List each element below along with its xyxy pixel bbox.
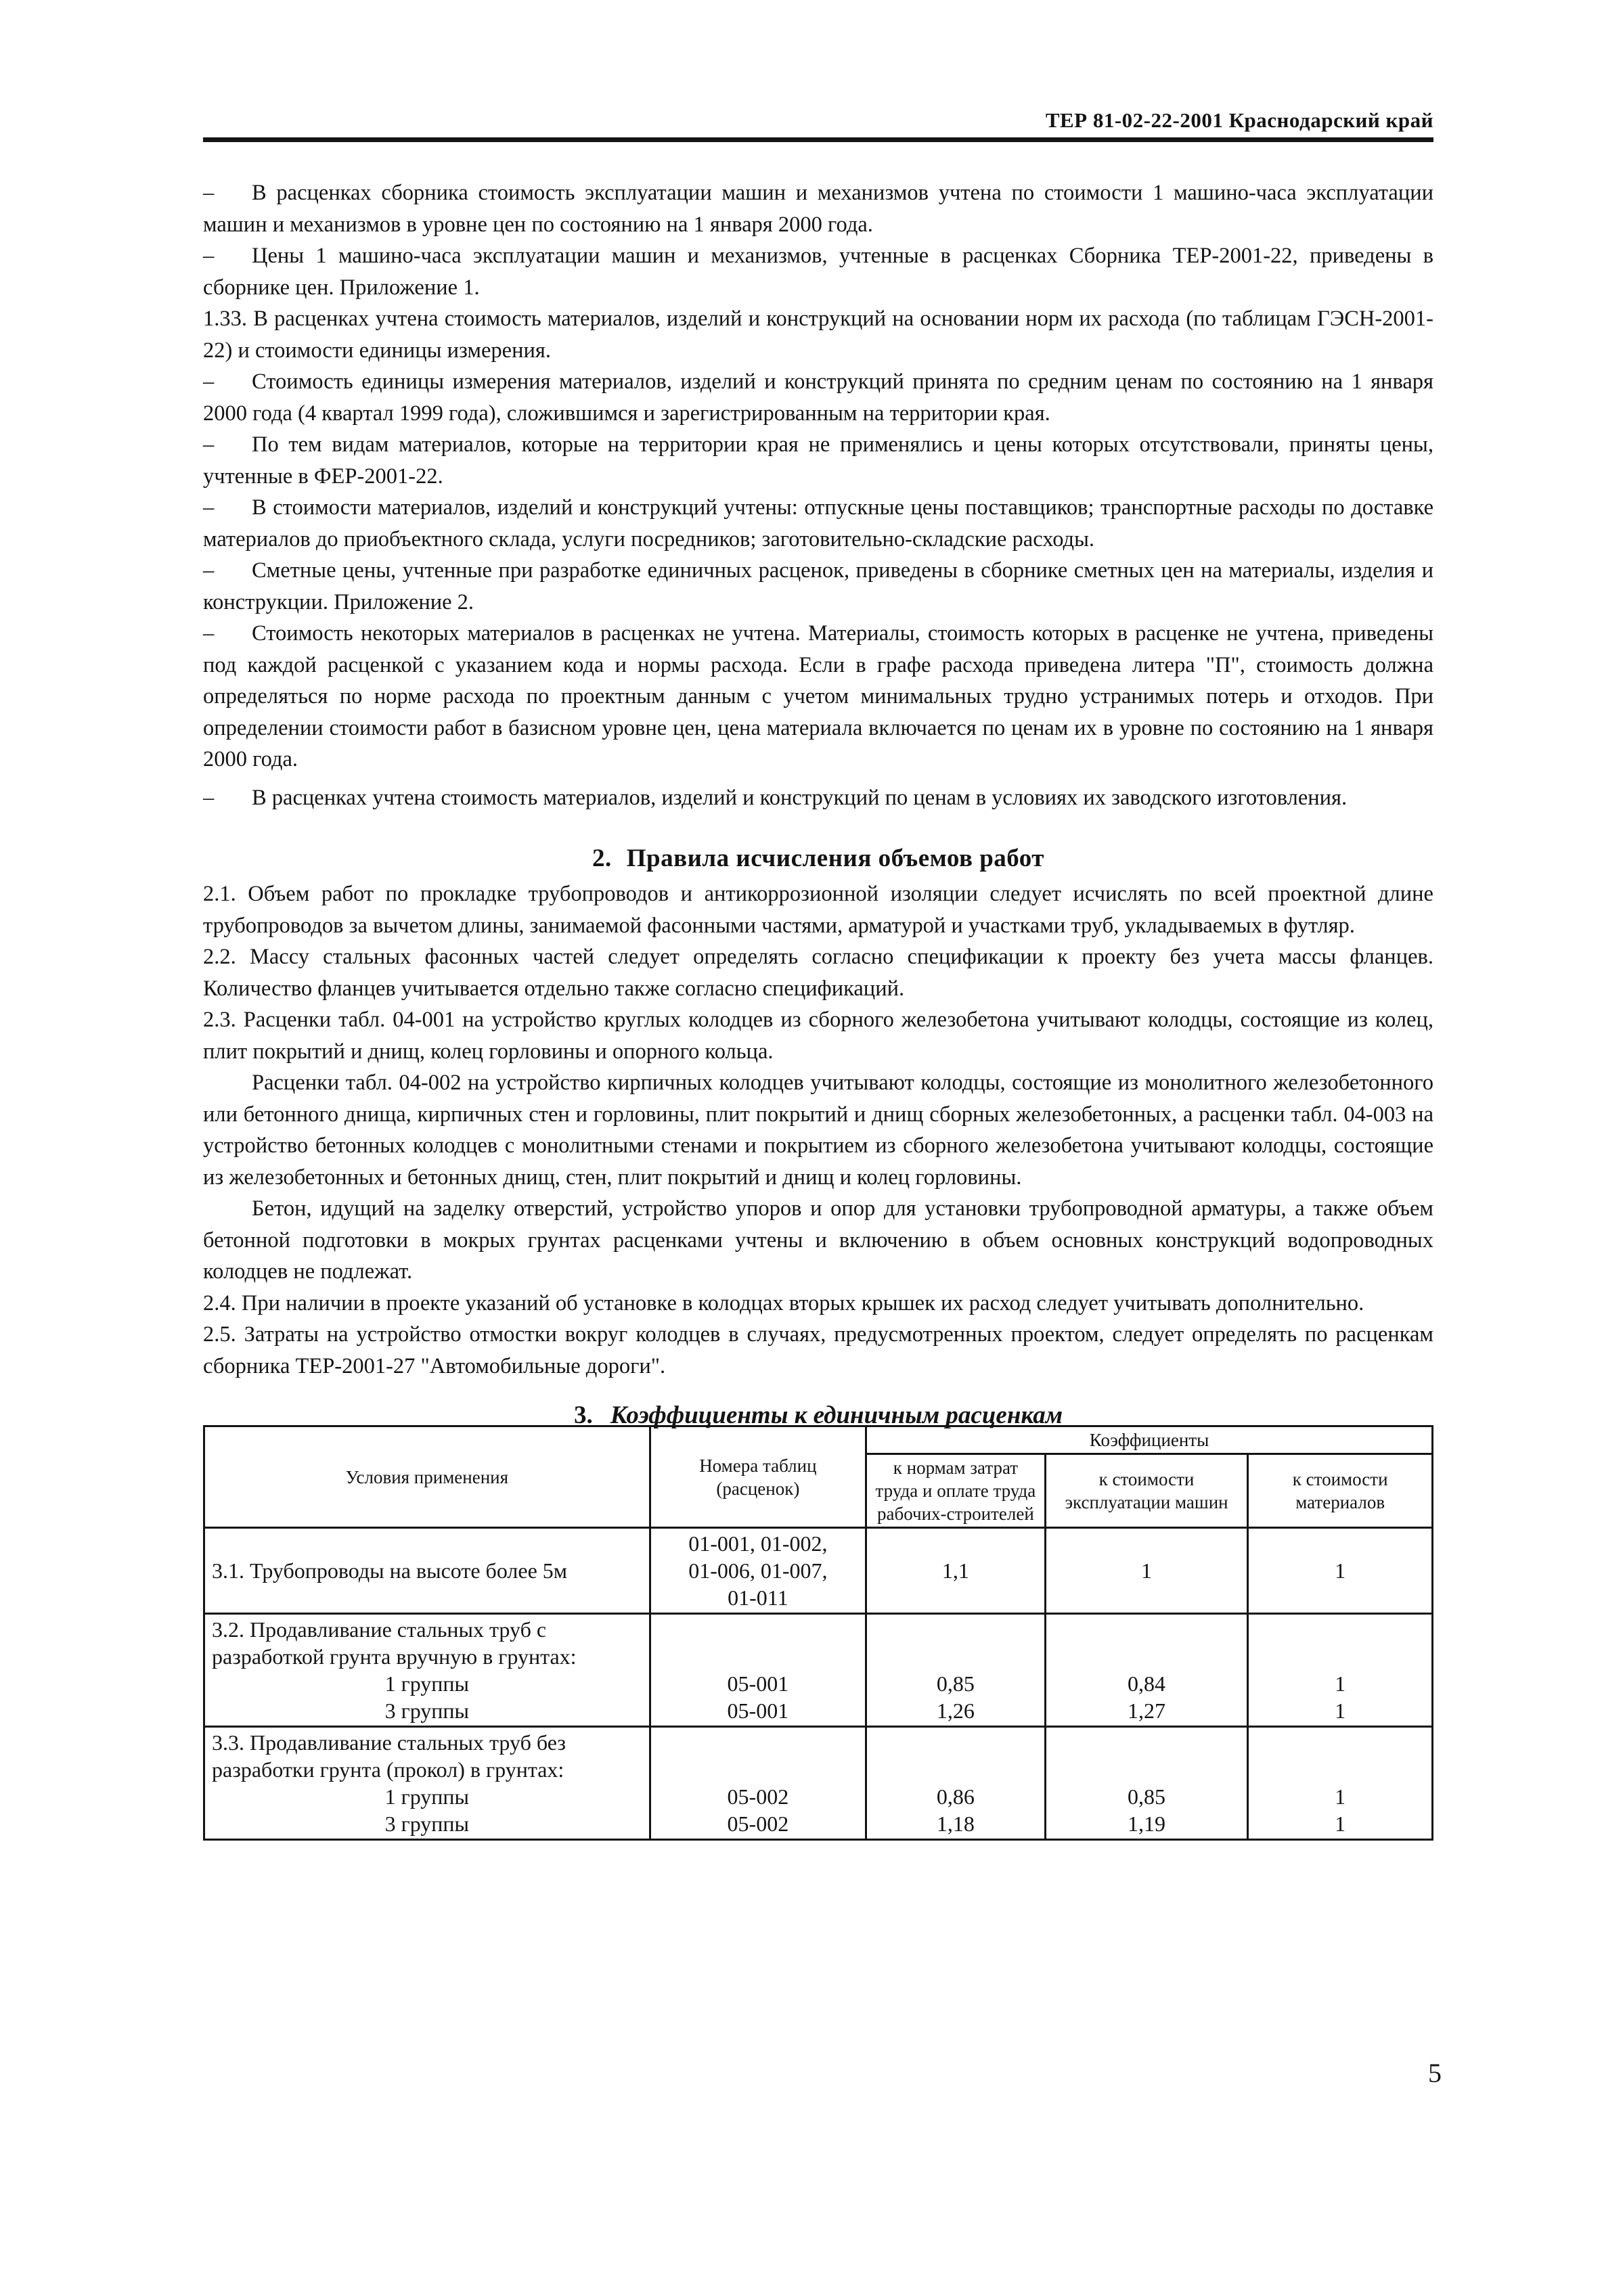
row-3-group-3-label: 3 группы (384, 1811, 470, 1836)
intro-paragraph-4-text: Стоимость единицы измерения материалов, изделий и конструкций принята по средним ценам по состоянию на 1 января 2000 года (4 квартал 1999 года), сложившимся и зарегистрированным на территории края. (203, 369, 1433, 426)
intro-paragraph-9-text: В расценках учтена стоимость материалов, изделий и конструкций по ценам в условиях их заводского изготовления. (252, 785, 1348, 810)
dash-mark: – (203, 495, 215, 520)
section-2-paragraph-1: 2.1. Объем работ по прокладке трубопроводов и антикоррозионной изоляции следует исчислять по всей проектной длине трубопроводов за вычетом длины, занимаемой фасонными частями, арматурой и участками труб, укладываемых в футляр. (203, 882, 1433, 938)
section-2-paragraph-4: Расценки табл. 04-002 на устройство кирпичных колодцев учитывают колодцы, состоящие из монолитного железобетонного или бетонного днища, кирпичных стен и горловины, плит покрытий и днищ сборных железобетонных, а расценки табл. 04-003 на устройство бетонных колодцев с монолитными стенами и покрытием из сборного железобетона учитывают колодцы, состоящие из железобетонных и бетонных днищ, стен, плит покрытий и днищ и колец горловины. (203, 1071, 1433, 1190)
table-row (204, 1727, 1433, 1840)
intro-paragraph-1 (203, 177, 1433, 240)
intro-paragraph-8-text: Стоимость некоторых материалов в расценках не учтена. Материалы, стоимость которых в расценке не учтена, приведены под каждой расценкой с указанием кода и нормы расхода. Если в графе расхода приведена литера "П", стоимость должна определяться по норме расхода по проектным данным с учетом минимальных трудно устранимых потерь и отходов. При определении стоимости работ в базисном уровне цен, цена материала включается по ценам их в уровне по состоянию на 1 января 2000 года. (203, 621, 1433, 771)
header-coefficients: Коэффициенты (866, 1426, 1433, 1454)
intro-paragraph-5 (203, 429, 1433, 492)
row-2-group-1-k-labor: 0,85 (936, 1671, 975, 1696)
document-header-code: ТЕР 81-02-22-2001 Краснодарский край (1045, 108, 1433, 132)
header-k-labor: к нормам затрат труда и оплате труда рабочих-строителей (866, 1454, 1046, 1528)
dash-mark: – (203, 432, 215, 457)
dash-mark: – (203, 369, 215, 394)
row-1-table-line: 01-006, 01-007, (688, 1558, 828, 1583)
section-2-number: 2. (592, 845, 612, 872)
page-number: 5 (1428, 2058, 1442, 2088)
row-2-group-3-k-machines: 1,27 (1128, 1698, 1166, 1723)
row-2-tables (650, 1614, 866, 1727)
dash-mark: – (203, 558, 215, 583)
row-3-group-1-tables: 05-002 (727, 1784, 789, 1809)
row-2-k-materials (1248, 1614, 1433, 1727)
dash-mark: – (203, 785, 215, 810)
coefficients-table (203, 1425, 1433, 1841)
row-2-group-3-label: 3 группы (384, 1698, 470, 1723)
row-1-k-labor: 1,1 (866, 1528, 1046, 1614)
section-2-paragraph-3: 2.3. Расценки табл. 04-001 на устройство круглых колодцев из сборного железобетона учитывают колодцы, состоящие из колец, плит покрытий и днищ, колец горловины и опорного кольца. (203, 1008, 1433, 1064)
row-2-group-1-k-machines: 0,84 (1128, 1671, 1166, 1696)
section-3-title: Коэффициенты к единичным расценкам (610, 1401, 1063, 1429)
row-1-table-line: 01-001, 01-002, (688, 1531, 828, 1556)
row-3-k-machines (1045, 1727, 1248, 1840)
intro-paragraph-4 (203, 366, 1433, 429)
row-2-group-1-tables: 05-001 (727, 1671, 789, 1696)
row-3-k-materials (1248, 1727, 1433, 1840)
row-1-k-materials: 1 (1248, 1528, 1433, 1614)
section-2-heading (203, 842, 1433, 876)
section-2-title: Правила исчисления объемов работ (626, 845, 1044, 872)
section-3-number: 3. (573, 1401, 593, 1429)
row-2-group-3-k-materials: 1 (1335, 1698, 1346, 1723)
row-2-k-machines (1045, 1614, 1248, 1727)
row-2-condition (204, 1614, 650, 1727)
row-2-group-1-label: 1 группы (384, 1671, 470, 1696)
row-2-condition-text: 3.2. Продавливание стальных труб с разработкой грунта вручную в грунтах: (212, 1617, 577, 1669)
row-3-group-1-k-machines: 0,85 (1128, 1784, 1166, 1809)
intro-paragraph-8 (203, 618, 1433, 775)
section-2-paragraph-7: 2.5. Затраты на устройство отмостки вокруг колодцев в случаях, предусмотренных проектом, следует определять по расценкам сборника ТЕР-2001-27 "Автомобильные дороги". (203, 1322, 1433, 1378)
intro-paragraph-9 (203, 782, 1433, 814)
dash-mark: – (203, 181, 215, 205)
row-1-table-line: 01-011 (728, 1585, 788, 1610)
header-k-machines: к стоимости эксплуатации машин (1045, 1454, 1248, 1528)
row-3-condition (204, 1727, 650, 1840)
section-2-paragraph-6: 2.4. При наличии в проекте указаний об установке в колодцах вторых крышек их расход следует учитывать дополнительно. (203, 1290, 1364, 1315)
header-rule (203, 137, 1433, 142)
section-3-heading (203, 1401, 1433, 1431)
intro-paragraph-2 (203, 240, 1433, 303)
row-1-tables (650, 1528, 866, 1614)
row-2-group-3-k-labor: 1,26 (936, 1698, 975, 1723)
intro-paragraph-7-text: Сметные цены, учтенные при разработке единичных расценок, приведены в сборнике сметных цен на материалы, изделия и конструкции. Приложение 2. (203, 558, 1433, 614)
row-3-group-3-k-labor: 1,18 (936, 1811, 975, 1836)
table-row (204, 1528, 1433, 1614)
row-1-condition: 3.1. Трубопроводы на высоте более 5м (204, 1528, 650, 1614)
row-1-k-machines: 1 (1045, 1528, 1248, 1614)
section-2-paragraph-2: 2.2. Массу стальных фасонных частей следует определять согласно спецификации к проекту без учета массы фланцев. Количество фланцев учитывается отдельно также согласно спецификаций. (203, 945, 1433, 1001)
intro-paragraph-6 (203, 492, 1433, 555)
dash-mark: – (203, 621, 215, 646)
row-2-group-3-tables: 05-001 (727, 1698, 789, 1723)
row-3-group-1-label: 1 группы (384, 1784, 470, 1809)
intro-paragraph-1-text: В расценках сборника стоимость эксплуатации машин и механизмов учтена по стоимости 1 машино-часа эксплуатации машин и механизмов в уровне цен по состоянию на 1 января 2000 года. (203, 181, 1433, 237)
row-3-group-1-k-labor: 0,86 (936, 1784, 975, 1809)
row-3-group-3-k-materials: 1 (1335, 1811, 1346, 1836)
header-conditions: Условия применения (204, 1426, 650, 1528)
intro-paragraph-5-text: По тем видам материалов, которые на территории края не применялись и цены которых отсутствовали, приняты цены, учтенные в ФЕР-2001-22. (203, 432, 1433, 489)
header-k-materials: к стоимости материалов (1248, 1454, 1433, 1528)
row-3-group-3-tables: 05-002 (727, 1811, 789, 1836)
row-3-k-labor (866, 1727, 1046, 1840)
intro-paragraph-2-text: Цены 1 машино-часа эксплуатации машин и механизмов, учтенные в расценках Сборника ТЕР-2001-22, приведены в сборнике цен. Приложение 1. (203, 244, 1433, 300)
row-3-group-3-k-machines: 1,19 (1128, 1811, 1166, 1836)
document-body (203, 177, 1433, 1841)
row-2-group-1-k-materials: 1 (1335, 1671, 1346, 1696)
dash-mark: – (203, 244, 215, 268)
intro-paragraph-7 (203, 555, 1433, 618)
row-2-k-labor (866, 1614, 1046, 1727)
table-row (204, 1614, 1433, 1727)
row-3-group-1-k-materials: 1 (1335, 1784, 1346, 1809)
intro-paragraph-6-text: В стоимости материалов, изделий и конструкций учтены: отпускные цены поставщиков; транспортные расходы по доставке материалов до приобъектного склада, услуги посредников; заготовительно-складские расходы. (203, 495, 1433, 552)
header-table-numbers: Номера таблиц (расценок) (650, 1426, 866, 1528)
row-3-condition-text: 3.3. Продавливание стальных труб без разработки грунта (прокол) в грунтах: (212, 1730, 566, 1782)
intro-paragraph-3: 1.33. В расценках учтена стоимость материалов, изделий и конструкций на основании норм их расхода (по таблицам ГЭСН-2001-22) и стоимости единицы измерения. (203, 307, 1433, 363)
row-3-tables (650, 1727, 866, 1840)
section-2-paragraph-5: Бетон, идущий на заделку отверстий, устройство упоров и опор для установки трубопроводной арматуры, а также объем бетонной подготовки в мокрых грунтах расценками учтены и включению в объем основных конструкций водопроводных колодцев не подлежат. (203, 1196, 1433, 1284)
